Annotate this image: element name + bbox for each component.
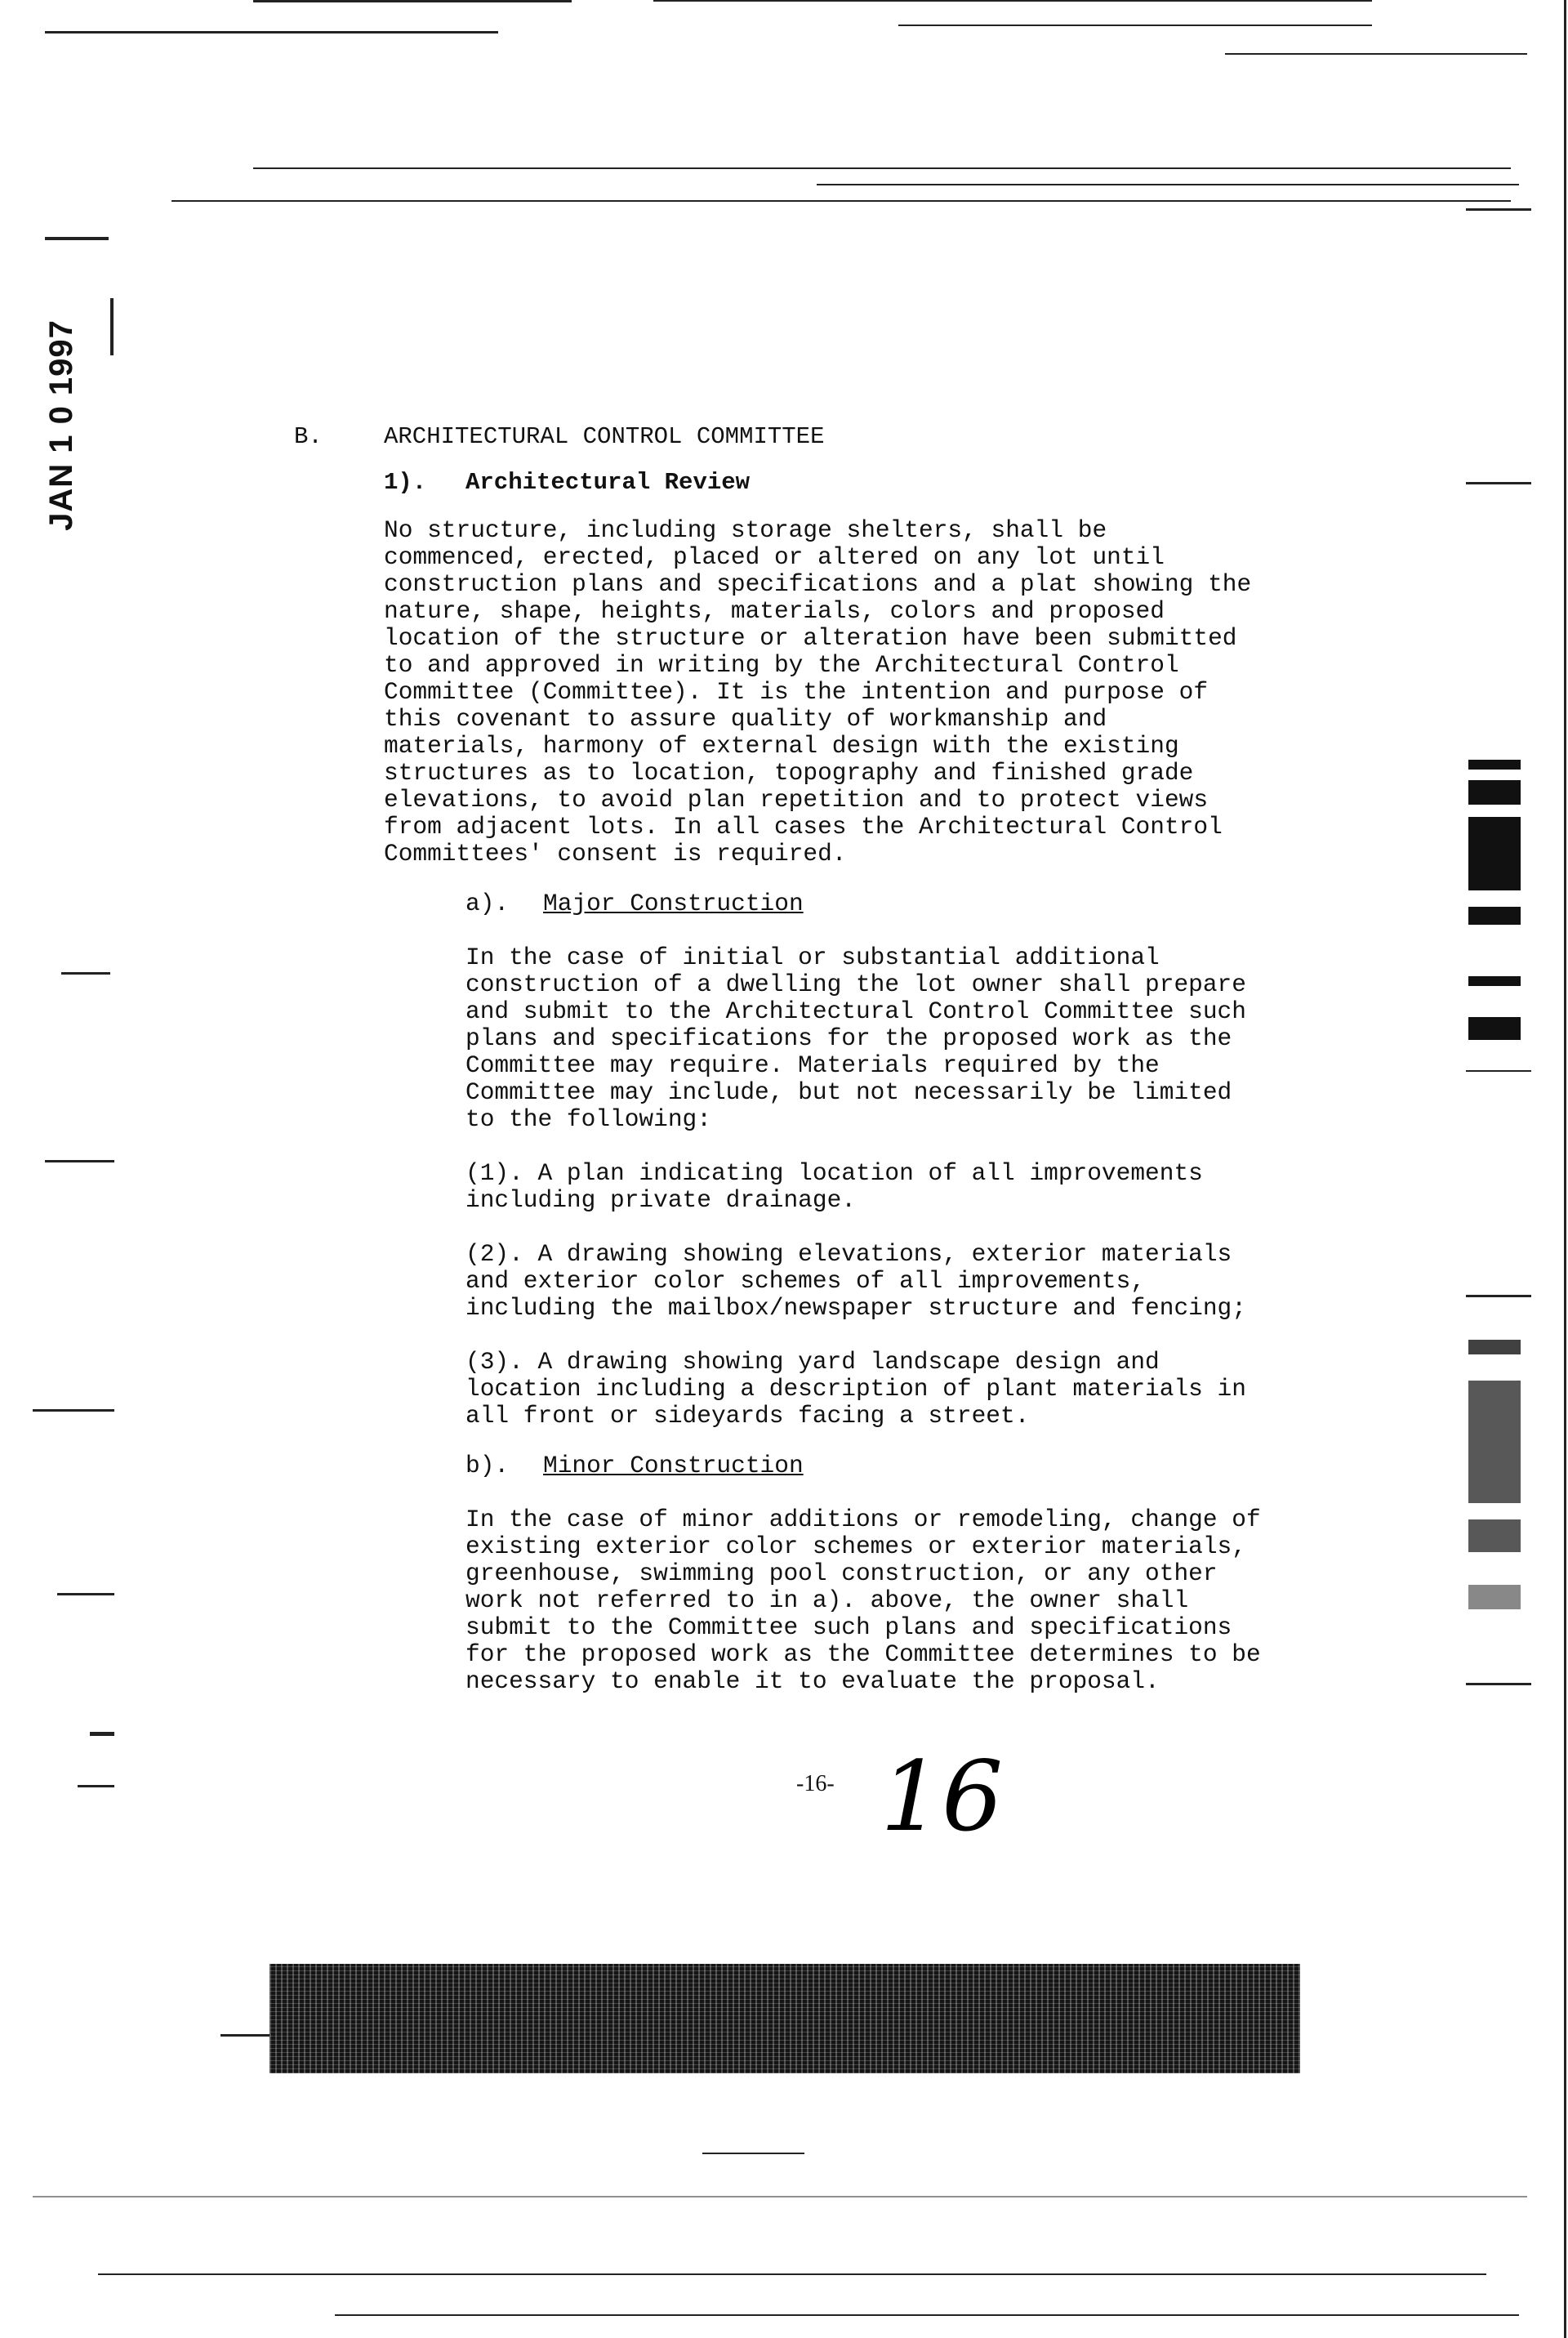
stamp-date-text: JAN 1 0 1997 — [42, 319, 79, 531]
scan-line — [98, 2273, 1486, 2275]
barcode-mark — [1468, 780, 1521, 805]
scan-line — [110, 298, 114, 355]
scan-line — [1466, 1070, 1531, 1072]
major-title: Major Construction — [543, 890, 804, 917]
page-edge-line — [1564, 0, 1566, 2338]
barcode-mark — [1468, 907, 1521, 925]
scan-line — [172, 200, 1511, 202]
section-heading — [294, 423, 1356, 450]
scan-line — [61, 972, 110, 975]
barcode-mark — [1468, 817, 1521, 890]
scan-noise-band — [270, 1964, 1300, 2073]
major-paragraph: In the case of initial or substantial additional construction of a dwelling the lot owner shall prepare and submit to the Architectural Control Committee such plans and specifications for the proposed work as the Committee may require. Materials required by the Committee may include, but not necessarily be limited to the following: — [466, 944, 1246, 1133]
review-heading — [384, 469, 1356, 496]
scan-line — [1466, 1295, 1531, 1297]
handwritten-page-number: 16 — [880, 1740, 1004, 1853]
minor-title: Minor Construction — [543, 1452, 804, 1479]
received-date-stamp — [24, 319, 98, 531]
scan-line — [253, 0, 572, 2]
section-title: ARCHITECTURAL CONTROL COMMITTEE — [384, 423, 825, 450]
scan-line — [78, 1785, 114, 1787]
review-title: Architectural Review — [466, 469, 751, 496]
barcode-mark — [1468, 976, 1521, 986]
scan-line — [45, 237, 109, 240]
major-list-item: (3). A drawing showing yard landscape design and location including a description of plant materials in all front or sideyards facing a street. — [466, 1348, 1246, 1430]
scan-line — [220, 2034, 270, 2037]
scan-line — [45, 31, 498, 33]
barcode-mark — [1468, 1381, 1521, 1503]
scan-line — [33, 1409, 114, 1412]
minor-paragraph: In the case of minor additions or remodeling, change of existing exterior color schemes or exterior materials, greenhouse, swimming pool construction, or any other work not referred to in a). above, the owner shall submit to the Committee such plans and specifications for the proposed work as the Committee determines to be necessary to enable it to evaluate the proposal. — [466, 1506, 1261, 1695]
scan-line — [45, 1160, 114, 1162]
barcode-mark — [1468, 1340, 1521, 1354]
barcode-mark — [1468, 1017, 1521, 1040]
document-body — [294, 423, 1356, 1695]
major-label: a). — [466, 890, 510, 917]
major-heading — [466, 890, 1356, 917]
minor-heading — [466, 1452, 1356, 1479]
scan-line — [817, 184, 1519, 185]
scan-line — [335, 2314, 1519, 2316]
page-number: -16- — [796, 1771, 835, 1796]
scan-line — [57, 1593, 114, 1595]
scan-line — [33, 2196, 1527, 2197]
barcode-mark — [1468, 1519, 1521, 1552]
barcode-mark — [1468, 760, 1521, 770]
scan-line — [653, 0, 1372, 2]
review-paragraph: No structure, including storage shelters, shall be commenced, erected, placed or altered on any lot until construction plans and specifications and a plat showing the nature, shape, heights, materials, colors and proposed location of the structure or alteration have been submitted to and approved in writing by the Architectural Control Committee (Committee). It is the intention and purpose of this covenant to assure quality of workmanship and materials, harmony of external design with the existing structures as to location, topography and finished grade elevations, to avoid plan repetition and to protect views from adjacent lots. In all cases the Architectural Control Committees' consent is required. — [384, 516, 1252, 868]
section-letter: B. — [294, 423, 323, 450]
major-list-item: (1). A plan indicating location of all improvements including private drainage. — [466, 1159, 1203, 1214]
scan-line — [253, 167, 1511, 169]
scan-line — [702, 2153, 804, 2154]
scan-line — [1466, 482, 1531, 484]
barcode-mark — [1468, 1585, 1521, 1609]
major-list-item: (2). A drawing showing elevations, exterior materials and exterior color schemes of all improvements, including the mailbox/newspaper structure and fencing; — [466, 1240, 1246, 1322]
scan-line — [90, 1732, 114, 1736]
scan-line — [898, 25, 1372, 26]
scan-line — [1466, 1683, 1531, 1685]
minor-label: b). — [466, 1452, 510, 1479]
scan-line — [1466, 208, 1531, 211]
scan-line — [1225, 53, 1527, 55]
review-number: 1). — [384, 469, 427, 496]
